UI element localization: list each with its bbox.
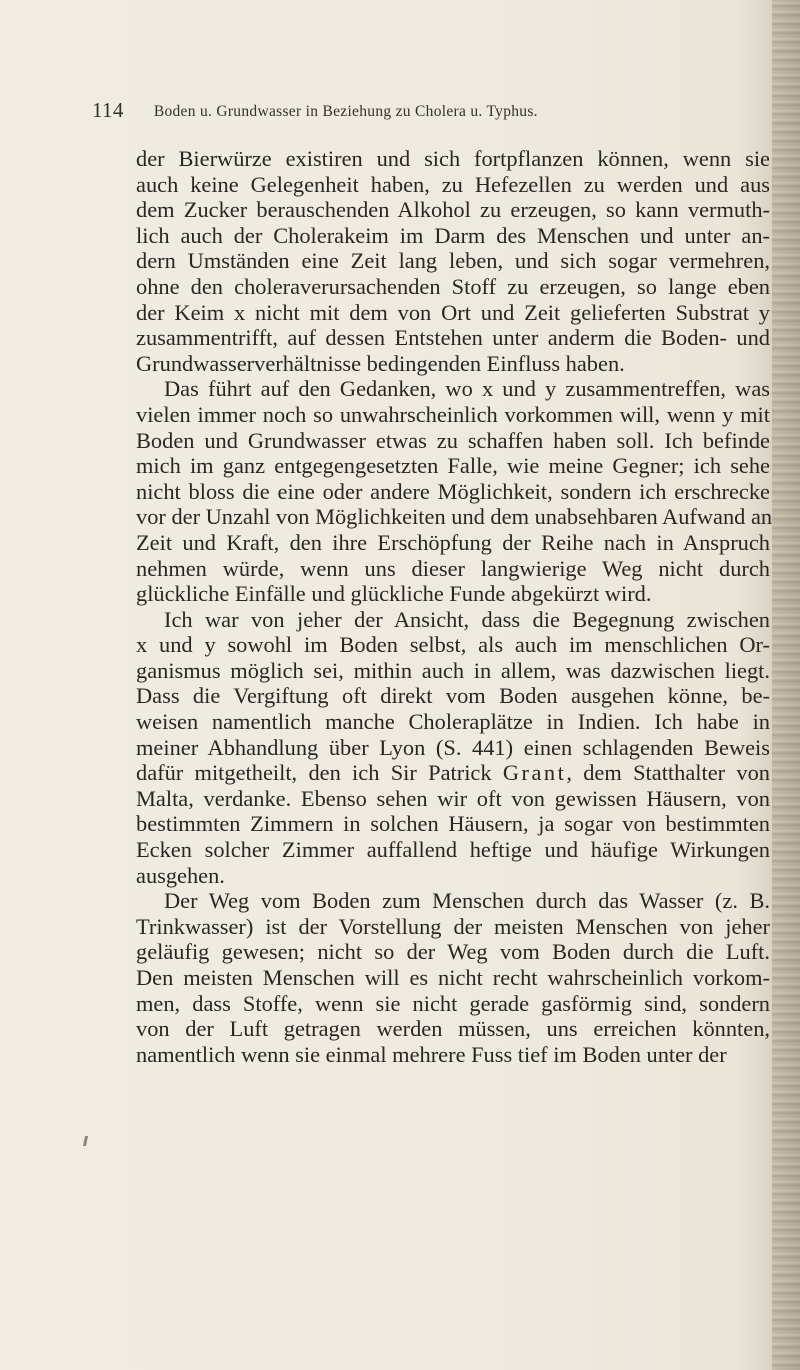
text-line: zusammentrifft, auf dessen Entstehen unter anderm die Boden- und bbox=[136, 325, 770, 351]
text-line: nehmen würde, wenn uns dieser langwierige Weg nicht durch bbox=[136, 555, 770, 581]
text-line: Trinkwasser) ist der Vorstellung der meisten Menschen von jeher bbox=[136, 913, 770, 939]
text-line: ganismus möglich sei, mithin auch in allem, was dazwischen liegt. bbox=[136, 657, 770, 683]
text-line: der Bierwürze existiren und sich fortpflanzen können, wenn sie bbox=[136, 146, 770, 171]
text-line: vor der Unzahl von Möglichkeiten und dem unabsehbaren Aufwand an bbox=[136, 504, 773, 530]
text-line: ausgehen. bbox=[136, 862, 225, 888]
text-line: namentlich wenn sie einmal mehrere Fuss tief im Boden unter der bbox=[136, 1041, 727, 1067]
text-line: auch keine Gelegenheit haben, zu Hefezellen zu werden und aus bbox=[136, 171, 770, 197]
text-line: von der Luft getragen werden müssen, uns erreichen könnten, bbox=[136, 1016, 770, 1042]
text-line: x und y sowohl im Boden selbst, als auch im menschlichen Or- bbox=[136, 632, 770, 658]
text-line: Grundwasserverhältnisse bedingenden Einfluss haben. bbox=[136, 350, 625, 376]
paragraph bbox=[136, 146, 770, 376]
text-line: mich im ganz entgegengesetzten Falle, wie meine Gegner; ich sehe bbox=[136, 453, 770, 479]
text-line: glückliche Einfälle und glückliche Funde abgekürzt wird. bbox=[136, 581, 652, 607]
text-line: weisen namentlich manche Choleraplätze in Indien. Ich habe in bbox=[136, 709, 770, 735]
text-line: Ich war von jeher der Ansicht, dass die Begegnung zwischen bbox=[164, 606, 770, 632]
spaced-name: Grant bbox=[502, 760, 567, 786]
page-number: 114 bbox=[92, 98, 124, 122]
text-line: Zeit und Kraft, den ihre Erschöpfung der Reihe nach in Anspruch bbox=[136, 529, 770, 555]
text-line: Malta, verdanke. Ebenso sehen wir oft von gewissen Häusern, von bbox=[136, 785, 770, 811]
text-line: dern Umständen eine Zeit lang leben, und sich sogar vermehren, bbox=[136, 248, 770, 274]
running-header bbox=[92, 98, 772, 123]
text-line: geläufig gewesen; nicht so der Weg vom Boden durch die Luft. bbox=[136, 939, 770, 965]
paragraph bbox=[136, 376, 773, 607]
text-line: bestimmten Zimmern in solchen Häusern, ja sogar von bestimmten bbox=[136, 811, 770, 837]
page-edge-shadow bbox=[772, 0, 800, 1370]
paragraph bbox=[136, 607, 770, 889]
text-line: dafür mitgetheilt, den ich Sir Patrick Grant, dem Statthalter von bbox=[136, 760, 770, 786]
paragraph bbox=[136, 888, 770, 1067]
text-line: men, dass Stoffe, wenn sie nicht gerade gasförmig sind, sondern bbox=[136, 990, 770, 1016]
text-line: Dass die Vergiftung oft direkt vom Boden ausgehen könne, be- bbox=[136, 683, 770, 709]
text-line: Boden und Grundwasser etwas zu schaffen haben soll. Ich befinde bbox=[136, 427, 770, 453]
text-line: Das führt auf den Gedanken, wo x und y zusammentreffen, was bbox=[164, 376, 770, 402]
text-line: der Keim x nicht mit dem von Ort und Zeit gelieferten Substrat y bbox=[136, 299, 770, 325]
text-line: Ecken solcher Zimmer auffallend heftige und häufige Wirkungen bbox=[136, 837, 770, 863]
text-line: nicht bloss die eine oder andere Möglichkeit, sondern ich erschrecke bbox=[136, 478, 770, 504]
body-text bbox=[136, 146, 773, 1067]
running-title: Boden u. Grundwasser in Beziehung zu Cholera u. Typhus. bbox=[153, 103, 538, 120]
text-line: Der Weg vom Boden zum Menschen durch das Wasser (z. B. bbox=[164, 888, 770, 914]
text-line: lich auch der Cholerakeim im Darm des Menschen und unter an- bbox=[136, 222, 770, 248]
printing-mark bbox=[83, 1136, 88, 1146]
text-line: Den meisten Menschen will es nicht recht wahrscheinlich vorkom- bbox=[136, 965, 770, 990]
text-line: ohne den choleraverursachenden Stoff zu erzeugen, so lange eben bbox=[136, 273, 770, 299]
text-line: meiner Abhandlung über Lyon (S. 441) einen schlagenden Beweis bbox=[136, 734, 770, 760]
text-line: vielen immer noch so unwahrscheinlich vorkommen will, wenn y mit bbox=[136, 401, 770, 427]
text-line: dem Zucker berauschenden Alkohol zu erzeugen, so kann vermuth- bbox=[136, 197, 770, 223]
